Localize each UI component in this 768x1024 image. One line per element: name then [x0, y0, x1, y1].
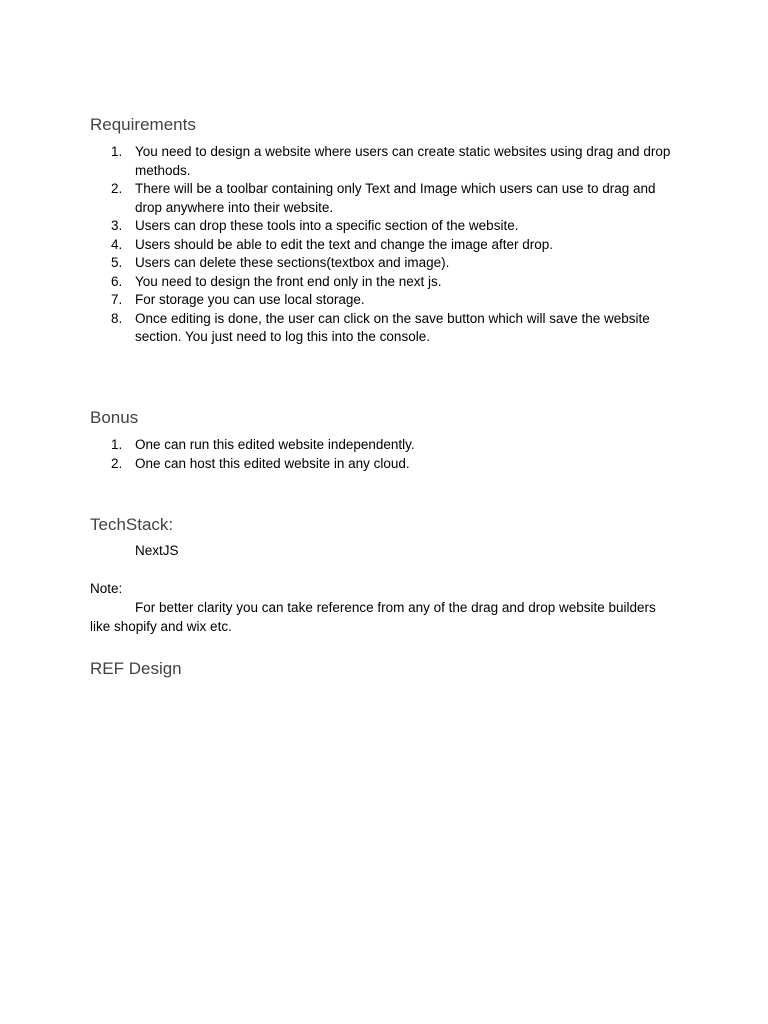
list-number: 2.: [111, 455, 123, 471]
ref-design-heading: REF Design: [90, 659, 182, 678]
list-item: [90, 143, 680, 180]
bonus-list: [90, 436, 680, 473]
list-number: 2.: [111, 181, 123, 196]
list-number: 3.: [111, 218, 123, 233]
note-label: Note:: [90, 581, 123, 596]
list-item: [90, 254, 680, 273]
list-item: [90, 217, 680, 236]
list-number: 1.: [111, 437, 123, 452]
requirements-heading: Requirements: [90, 115, 196, 134]
list-item-text: Users should be able to edit the text and change the image after drop.: [135, 236, 554, 252]
list-item-text: You need to design the front end only in the next js.: [135, 273, 442, 289]
list-number: 1.: [111, 144, 123, 159]
list-item-text: One can run this edited website independently.: [135, 437, 415, 452]
list-number: 5.: [111, 255, 123, 270]
list-item-text: Once editing is done, the user can click on the save button which will save the website section. You just need to log this into the console.: [135, 310, 650, 344]
list-item-text: Users can delete these sections(textbox and image).: [135, 255, 450, 270]
list-item: [90, 291, 680, 310]
techstack-value: NextJS: [135, 543, 179, 558]
note-text-line-1: For better clarity you can take reference from any of the drag and drop website builders: [135, 600, 656, 615]
techstack-heading: TechStack:: [90, 515, 174, 534]
requirements-list: [90, 143, 680, 347]
list-item: [90, 273, 680, 292]
bonus-heading: Bonus: [90, 408, 139, 427]
list-item: [90, 310, 680, 347]
list-item-text: For storage you can use local storage.: [135, 292, 365, 307]
list-number: 4.: [111, 236, 123, 252]
list-item: [90, 236, 680, 255]
list-number: 7.: [111, 292, 123, 307]
list-item-text: You need to design a website where users can create static websites using drag and drop methods.: [135, 144, 671, 178]
list-item-text: One can host this edited website in any cloud.: [135, 455, 410, 471]
list-item: [90, 180, 680, 217]
list-item: [90, 436, 680, 455]
note-text-line-2: like shopify and wix etc.: [90, 619, 232, 634]
list-item-text: Users can drop these tools into a specific section of the website.: [135, 218, 519, 233]
list-number: 6.: [111, 273, 123, 289]
list-number: 8.: [111, 310, 123, 326]
list-item-text: There will be a toolbar containing only Text and Image which users can use to drag and drop anywhere into their website.: [135, 181, 656, 215]
list-item: [90, 455, 680, 474]
